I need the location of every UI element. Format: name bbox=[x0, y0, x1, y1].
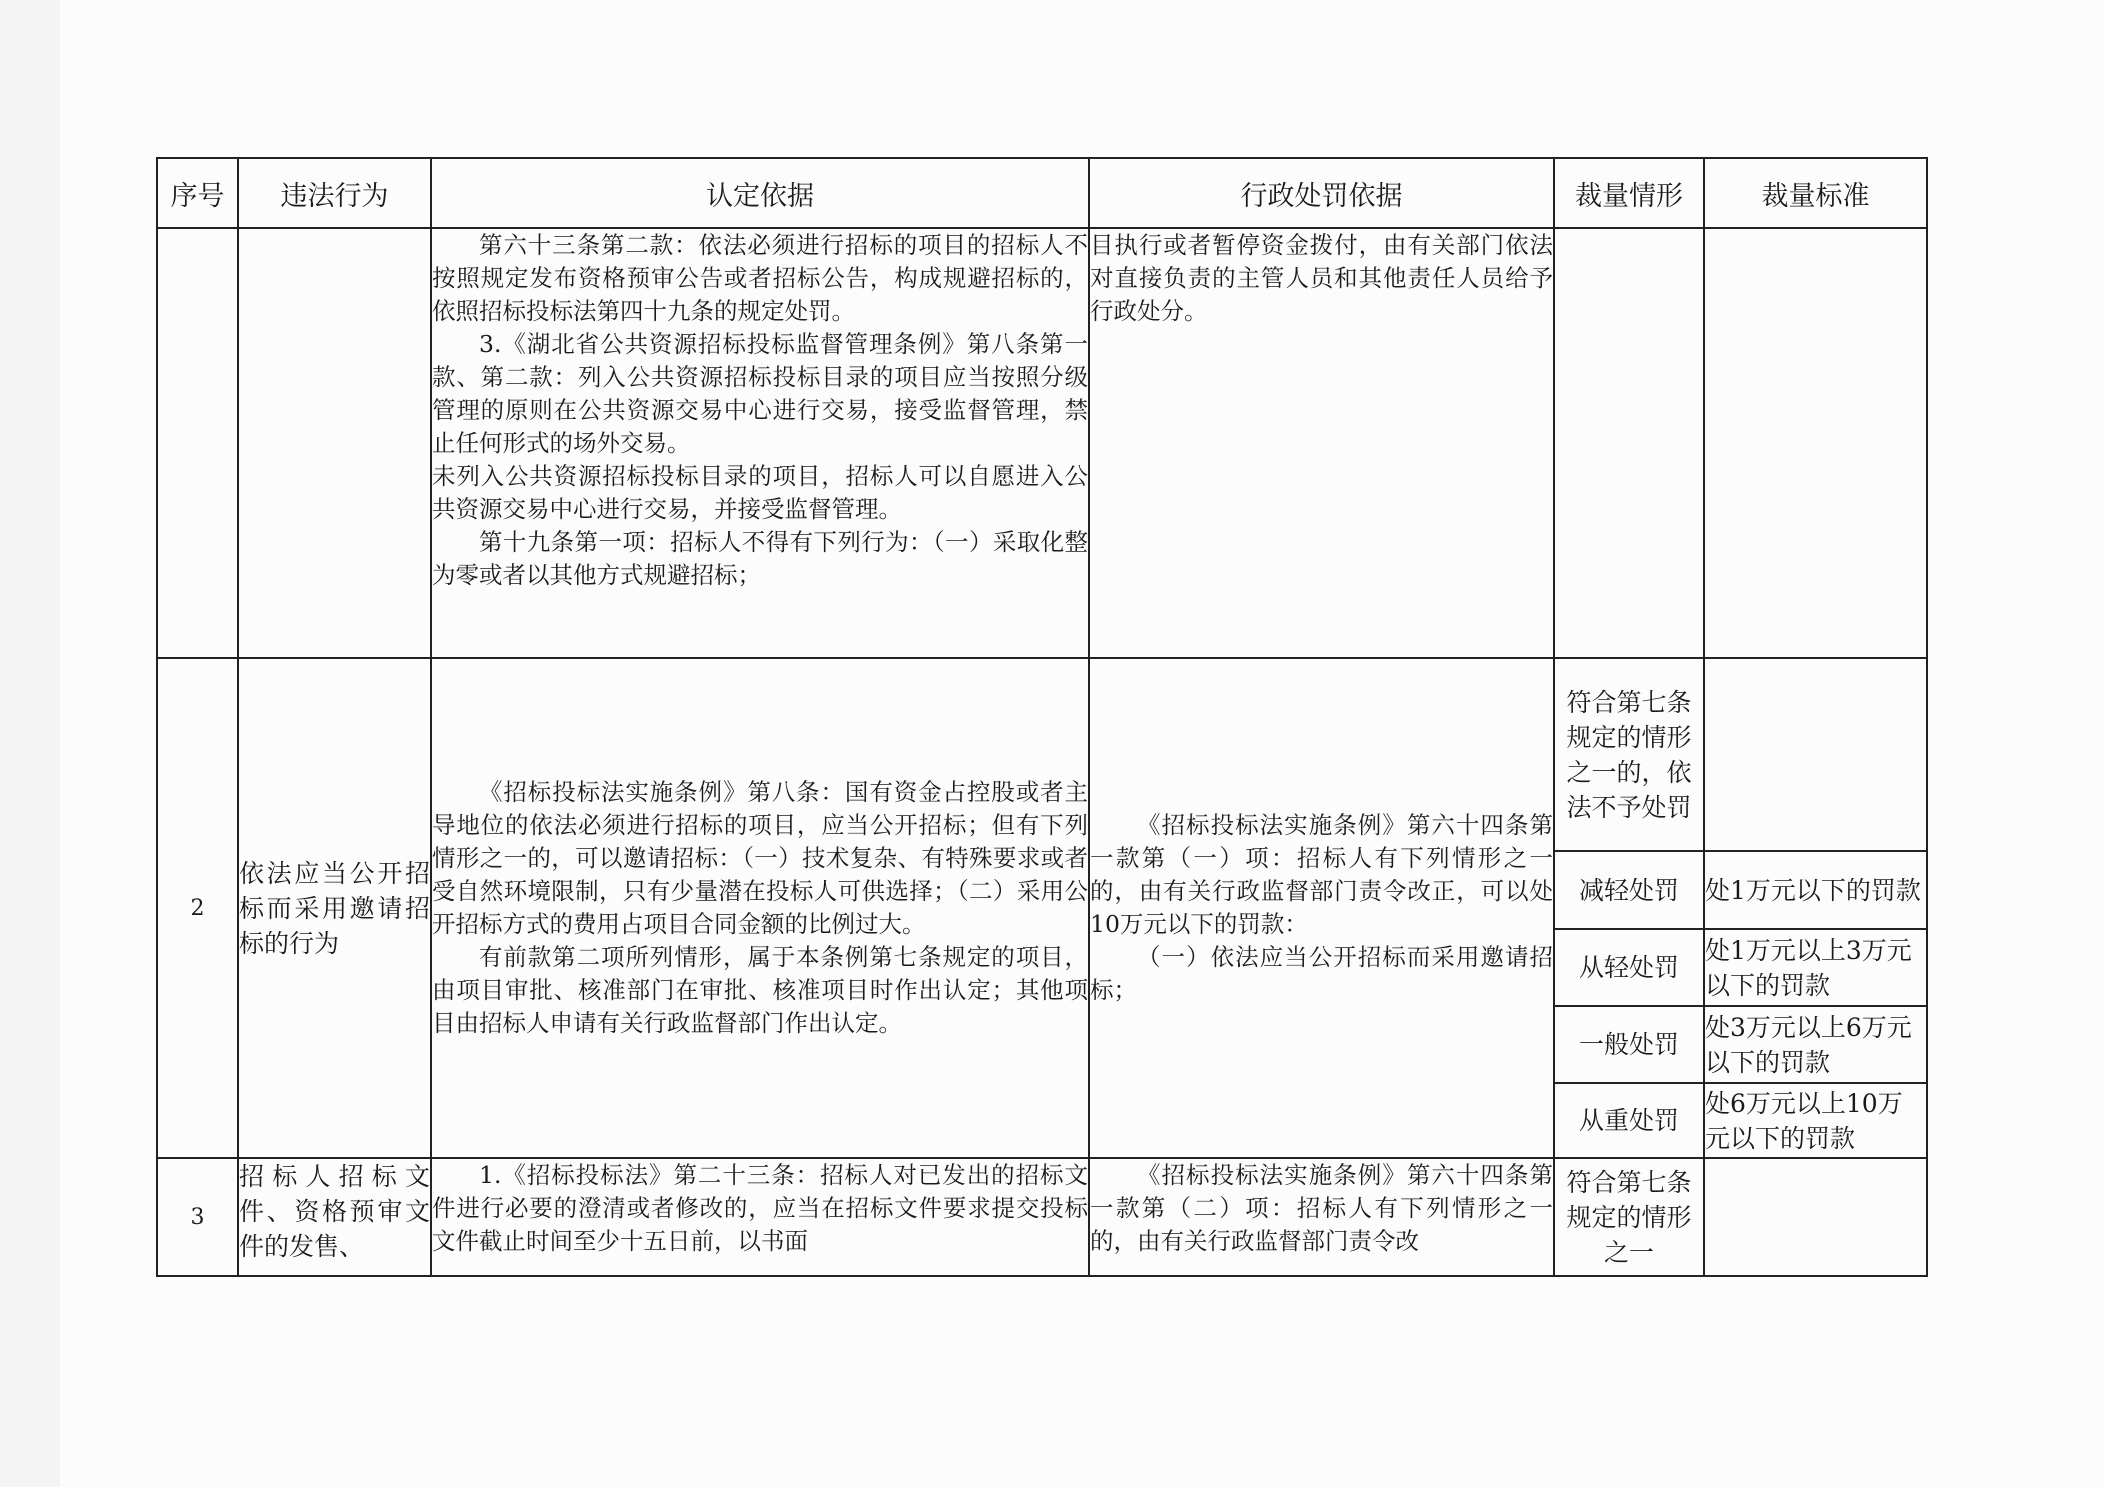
row2-violation: 依法应当公开招标而采用邀请招标的行为 bbox=[238, 658, 431, 1158]
row2-basis bbox=[431, 658, 1089, 1158]
row1-basis-para: 第六十三条第二款：依法必须进行招标的项目的招标人不按照规定发布资格预审公告或者招标公告，构成规避招标的，依照招标投标法第四十九条的规定处罚。 bbox=[432, 231, 1088, 325]
row3-basis bbox=[431, 1158, 1089, 1276]
row2-case-heavier: 从重处罚 bbox=[1554, 1083, 1704, 1158]
row2-case-general: 一般处罚 bbox=[1554, 1006, 1704, 1083]
row2-penalty-para: 《招标投标法实施条例》第六十四条第一款第（一）项：招标人有下列情形之一的，由有关行政监督部门责令改正，可以处10万元以下的罚款： bbox=[1090, 811, 1553, 938]
row2-case-lighter: 从轻处罚 bbox=[1554, 929, 1704, 1006]
row3-serial: 3 bbox=[157, 1158, 238, 1276]
row1-penalty-basis bbox=[1089, 228, 1554, 658]
row2-case-reduced: 减轻处罚 bbox=[1554, 851, 1704, 929]
row3-violation: 招标人招标文件、资格预审文件的发售、 bbox=[238, 1158, 431, 1276]
header-discretion-case: 裁量情形 bbox=[1554, 158, 1704, 228]
row1-serial bbox=[157, 228, 238, 658]
row1-basis bbox=[431, 228, 1089, 658]
header-penalty-basis: 行政处罚依据 bbox=[1089, 158, 1554, 228]
row2-case-exempt: 符合第七条规定的情形之一的，依法不予处罚 bbox=[1554, 658, 1704, 851]
row2-standard-lighter: 处1万元以上3万元以下的罚款 bbox=[1704, 929, 1927, 1006]
table-row bbox=[157, 1158, 1927, 1276]
row2-standard-heavier: 处6万元以上10万元以下的罚款 bbox=[1704, 1083, 1927, 1158]
header-violation: 违法行为 bbox=[238, 158, 431, 228]
row1-basis-para: 3.《湖北省公共资源招标投标监督管理条例》第八条第一款、第二款：列入公共资源招标投标目录的项目应当按照分级管理的原则在公共资源交易中心进行交易，接受监督管理，禁止任何形式的场外交易。 bbox=[432, 330, 1088, 457]
row3-penalty-basis bbox=[1089, 1158, 1554, 1276]
row1-basis-para: 未列入公共资源招标投标目录的项目，招标人可以自愿进入公共资源交易中心进行交易，并接受监督管理。 bbox=[432, 462, 1088, 523]
row1-discretion-standard bbox=[1704, 228, 1927, 658]
row1-penalty-para: 目执行或者暂停资金拨付，由有关部门依法对直接负责的主管人员和其他责任人员给予行政处分。 bbox=[1090, 231, 1553, 325]
row2-standard-general: 处3万元以上6万元以下的罚款 bbox=[1704, 1006, 1927, 1083]
row3-discretion-standard bbox=[1704, 1158, 1927, 1276]
row3-penalty-para: 《招标投标法实施条例》第六十四条第一款第（二）项：招标人有下列情形之一的，由有关行政监督部门责令改 bbox=[1090, 1161, 1553, 1255]
row2-penalty-basis bbox=[1089, 658, 1554, 1158]
row2-standard-reduced: 处1万元以下的罚款 bbox=[1704, 851, 1927, 929]
row2-basis-para: 《招标投标法实施条例》第八条：国有资金占控股或者主导地位的依法必须进行招标的项目，应当公开招标；但有下列情形之一的，可以邀请招标：（一）技术复杂、有特殊要求或者受自然环境限制，只有少量潜在投标人可供选择；（二）采用公开招标方式的费用占项目合同金额的比例过大。 bbox=[432, 778, 1088, 938]
row3-basis-para: 1.《招标投标法》第二十三条：招标人对已发出的招标文件进行必要的澄清或者修改的，应当在招标文件要求提交投标文件截止时间至少十五日前，以书面 bbox=[432, 1161, 1088, 1255]
header-basis: 认定依据 bbox=[431, 158, 1089, 228]
header-serial: 序号 bbox=[157, 158, 238, 228]
row1-basis-para: 第十九条第一项：招标人不得有下列行为：（一）采取化整为零或者以其他方式规避招标； bbox=[432, 528, 1088, 589]
row3-discretion-case: 符合第七条规定的情形之一 bbox=[1554, 1158, 1704, 1276]
row2-penalty-para: （一）依法应当公开招标而采用邀请招标； bbox=[1090, 943, 1553, 1004]
row1-discretion-case bbox=[1554, 228, 1704, 658]
row2-basis-para: 有前款第二项所列情形，属于本条例第七条规定的项目，由项目审批、核准部门在审批、核准项目时作出认定；其他项目由招标人申请有关行政监督部门作出认定。 bbox=[432, 943, 1088, 1037]
table-row bbox=[157, 658, 1927, 851]
row1-violation bbox=[238, 228, 431, 658]
table-header-row bbox=[157, 158, 1927, 228]
row2-standard-exempt bbox=[1704, 658, 1927, 851]
penalty-standards-table bbox=[156, 157, 1928, 1277]
table-row bbox=[157, 228, 1927, 658]
header-discretion-standard: 裁量标准 bbox=[1704, 158, 1927, 228]
row2-serial: 2 bbox=[157, 658, 238, 1158]
